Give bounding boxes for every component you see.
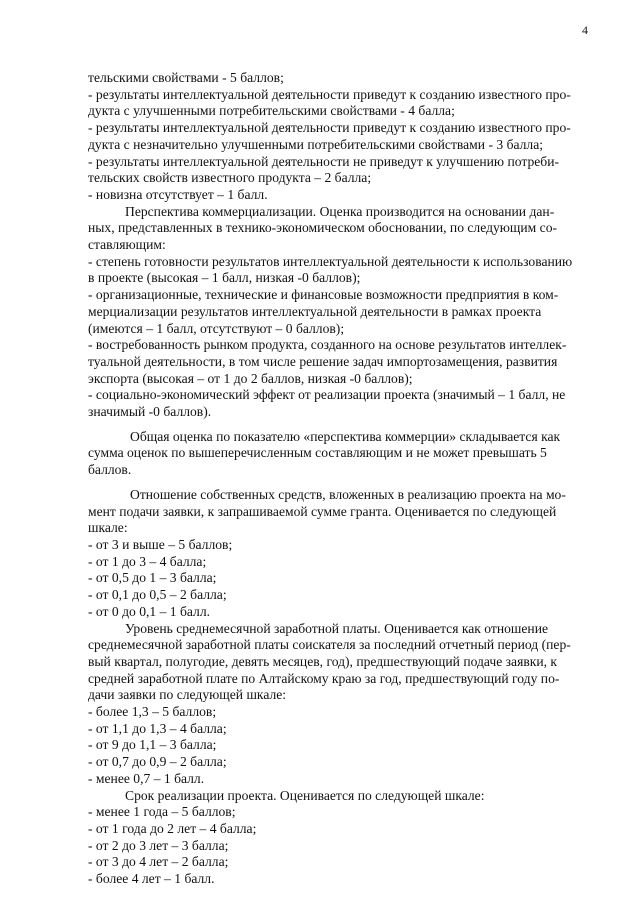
list-item: - от 0,5 до 1 – 3 балла; — [88, 570, 217, 586]
text-line: сумма оценок по вышеперечисленным составляющим и не может превышать 5 — [88, 445, 547, 461]
text-line: Срок реализации проекта. Оценивается по следующей шкале: — [125, 787, 485, 803]
list-item: - от 0,1 до 0,5 – 2 балла; — [88, 587, 227, 603]
own-funds-paragraph — [88, 487, 588, 621]
text-line: - социально-экономический эффект от реализации проекта (значимый – 1 балл, не — [88, 387, 566, 403]
text-line: экспорта (высокая – от 1 до 2 баллов, низкая -0 баллов); — [88, 370, 413, 386]
list-item: - от 3 до 4 лет – 2 балла; — [88, 854, 229, 870]
text-line: баллов. — [88, 462, 132, 478]
list-item: - от 0,7 до 0,9 – 2 балла; — [88, 754, 227, 770]
text-line: - результаты интеллектуальной деятельности не приведут к улучшению потреби- — [88, 153, 560, 169]
text-line: - организационные, технические и финансовые возможности предприятия в ком- — [88, 287, 559, 303]
text-line: дукта с незначительно улучшенными потребительскими свойствами - 3 балла; — [88, 136, 544, 152]
text-line: значимый -0 баллов). — [88, 404, 212, 420]
text-line: тельских свойств известного продукта – 2 балла; — [88, 170, 372, 186]
text-line: дачи заявки по следующей шкале: — [88, 687, 287, 703]
text-line: ставляющим: — [88, 237, 166, 253]
list-item: - более 4 лет – 1 балл. — [88, 871, 215, 887]
commerce-total-paragraph — [88, 429, 588, 479]
text-line: - новизна отсутствует – 1 балл. — [88, 186, 268, 202]
text-line: - результаты интеллектуальной деятельности приведут к созданию известного про- — [88, 86, 571, 102]
text-line: мент подачи заявки, к запрашиваемой сумме гранта. Оценивается по следующей — [88, 503, 557, 519]
text-line: вый квартал, полугодие, девять месяцев, год), предшествующий подаче заявки, к — [88, 653, 558, 669]
text-line: Общая оценка по показателю «перспектива коммерции» складывается как — [130, 428, 561, 444]
text-line: средней заработной плате по Алтайскому краю за год, предшествующий году по- — [88, 670, 560, 686]
text-line: в проекте (высокая – 1 балл, низкая -0 баллов); — [88, 270, 361, 286]
list-item: - от 1 года до 2 лет – 4 балла; — [88, 820, 257, 836]
list-item: - от 1,1 до 1,3 – 4 балла; — [88, 720, 227, 736]
text-line: Уровень среднемесячной заработной платы. Оценивается как отношение — [125, 620, 549, 636]
page-content — [88, 70, 588, 888]
text-line: - степень готовности результатов интеллектуальной деятельности к использованию — [88, 253, 573, 269]
commercialization-paragraph — [88, 204, 588, 421]
text-line: тельскими свойствами - 5 баллов; — [88, 70, 284, 85]
text-line: дукта с улучшенными потребительскими свойствами - 4 балла; — [88, 103, 455, 119]
text-line: ных, представленных в технико-экономическом обосновании, по следующим со- — [88, 220, 558, 236]
list-item: - от 1 до 3 – 4 балла; — [88, 553, 207, 569]
list-item: - от 0 до 0,1 – 1 балл. — [88, 603, 211, 619]
text-line: - востребованность рынком продукта, созданного на основе результатов интеллек- — [88, 337, 567, 353]
text-line: (имеются – 1 балл, отсутствуют – 0 баллов); — [88, 320, 345, 336]
list-item: - от 9 до 1,1 – 3 балла; — [88, 737, 217, 753]
list-item: - от 3 и выше – 5 баллов; — [88, 536, 233, 552]
salary-paragraph — [88, 621, 588, 788]
list-item: - менее 0,7 – 1 балл. — [88, 770, 205, 786]
text-line: - результаты интеллектуальной деятельности приведут к созданию известного про- — [88, 120, 571, 136]
page-number: 4 — [582, 23, 588, 37]
list-item: - от 2 до 3 лет – 3 балла; — [88, 837, 229, 853]
text-line: туальной деятельности, в том числе решение задач импортозамещения, развития — [88, 353, 558, 369]
text-line: Перспектива коммерциализации. Оценка производится на основании дан- — [125, 203, 555, 219]
project-term-paragraph — [88, 788, 588, 888]
text-line: мерциализации результатов интеллектуальной деятельности в рамках проекта — [88, 303, 542, 319]
text-line: Отношение собственных средств, вложенных в реализацию проекта на мо- — [130, 486, 566, 502]
novelty-scale-paragraph — [88, 70, 588, 204]
text-line: шкале: — [88, 520, 128, 536]
list-item: - более 1,3 – 5 баллов; — [88, 704, 217, 720]
list-item: - менее 1 года – 5 баллов; — [88, 804, 236, 820]
text-line: среднемесячной заработной платы соискателя за последний отчетный период (пер- — [88, 637, 571, 653]
